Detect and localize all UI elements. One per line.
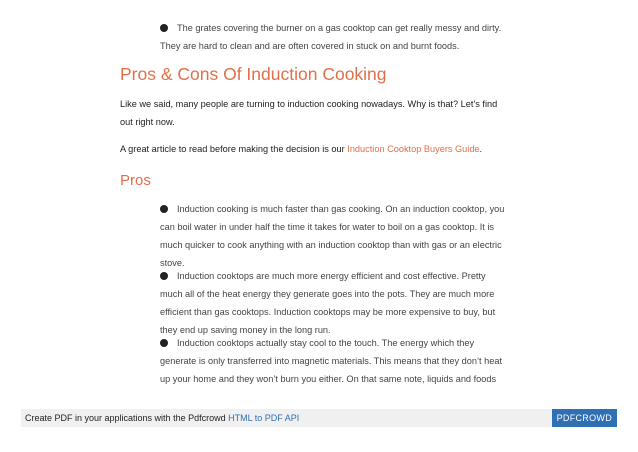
footer-text: Create PDF in your applications with the Pdfcrowd HTML to PDF API: [25, 413, 300, 423]
article-suffix: .: [479, 144, 483, 154]
pdfcrowd-brand-button[interactable]: PDFCROWD: [552, 409, 617, 427]
section-heading: Pros & Cons Of Induction Cooking: [120, 64, 387, 84]
intro-paragraph: [120, 95, 520, 131]
bullet-line: up your home and they won’t burn you either. On that same note, liquids and foods: [160, 374, 497, 384]
bullet-line: can boil water in under half the time it takes for water to boil on a gas cooktop. It is: [160, 222, 494, 232]
list-item-pros-efficiency: [160, 267, 520, 339]
intro-line: Like we said, many people are turning to induction cooking nowadays. Why is that? Let’s find: [120, 99, 498, 109]
list-item-pros-cool: [160, 334, 520, 388]
buyers-guide-link[interactable]: Induction Cooktop Buyers Guide: [347, 144, 480, 154]
bullet-dot-icon: [160, 339, 168, 347]
pdfcrowd-footer: [21, 409, 617, 427]
list-item-pros-speed: [160, 200, 520, 272]
html-to-pdf-api-link[interactable]: HTML to PDF API: [228, 413, 300, 423]
intro-line: out right now.: [120, 117, 175, 127]
bullet-line: efficient than gas cooktops. Induction cooktops may be more expensive to buy, but: [160, 307, 496, 317]
bullet-line: They are hard to clean and are often covered in stuck on and burnt foods.: [160, 41, 460, 51]
bullet-line: stove.: [160, 258, 185, 268]
bullet-line: they end up saving money in the long run.: [160, 325, 331, 335]
article-paragraph: [120, 140, 520, 158]
bullet-dot-icon: [160, 24, 168, 32]
bullet-line: Induction cooking is much faster than gas cooking. On an induction cooktop, you: [160, 200, 520, 218]
bullet-dot-icon: [160, 205, 168, 213]
bullet-line: Induction cooktops actually stay cool to the touch. The energy which they: [160, 334, 520, 352]
article-prefix: A great article to read before making the decision is our: [120, 144, 348, 154]
bullet-line: The grates covering the burner on a gas cooktop can get really messy and dirty.: [160, 19, 520, 37]
bullet-line: generate is only transferred into magnetic materials. This means that they don’t heat: [160, 356, 502, 366]
bullet-line: much all of the heat energy they generate goes into the pots. They are much more: [160, 289, 495, 299]
list-item-grates: [160, 19, 520, 55]
bullet-dot-icon: [160, 272, 168, 280]
bullet-line: much quicker to cook anything with an induction cooktop than with gas or an electric: [160, 240, 502, 250]
pros-heading: Pros: [120, 172, 151, 189]
bullet-line: Induction cooktops are much more energy efficient and cost effective. Pretty: [160, 267, 520, 285]
